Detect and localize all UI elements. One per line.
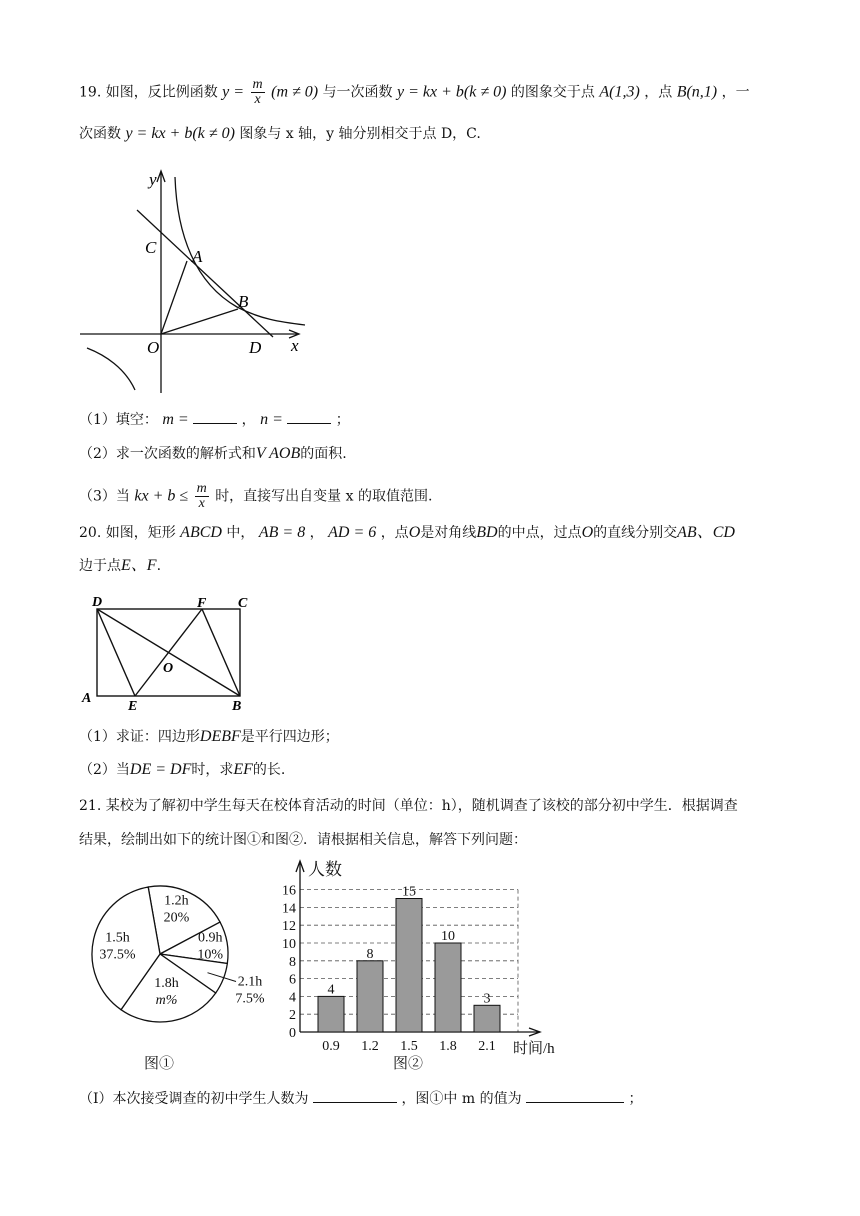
bar-caption: 图② <box>393 1054 424 1072</box>
q20-part1: （1）求证：四边形DEBF是平行四边形； <box>79 728 339 745</box>
pie-value-label: 37.5% <box>99 947 136 963</box>
pie-label: 1.5h <box>105 930 130 946</box>
x-tick-label: 1.8 <box>439 1039 457 1054</box>
q19-label-d: D <box>249 338 262 357</box>
y-tick-label: 10 <box>282 937 296 952</box>
q20-line2: 边于点E、F. <box>79 557 162 574</box>
bar-chart <box>270 855 580 1055</box>
q19-part2: （2）求一次函数的解析式和V AOB的面积. <box>79 445 347 462</box>
q19-func-lhs: y = <box>222 83 245 101</box>
q19-coordinate-figure <box>75 165 315 397</box>
x-tick-label: 1.5 <box>400 1039 418 1054</box>
pie-label: 1.2h <box>164 893 189 909</box>
q19-blank-m[interactable] <box>193 411 237 424</box>
bar-1-5 <box>396 899 422 1033</box>
q19-triangle: V AOB <box>255 445 301 462</box>
pie-value-label: m% <box>155 992 178 1008</box>
bar-value-label: 8 <box>366 946 374 962</box>
q19-point-a: A(1,3) <box>599 83 640 101</box>
y-axis-title: 人数 <box>308 860 342 879</box>
bar-2-1 <box>474 1005 500 1032</box>
bar-1-8 <box>435 943 461 1032</box>
x-tick-label: 0.9 <box>322 1039 340 1054</box>
x-tick-label: 2.1 <box>478 1039 496 1054</box>
pie-value-label: 20% <box>163 910 190 926</box>
q20-label-d: D <box>92 595 103 610</box>
q21-line1: 21. 某校为了解初中学生每天在校体育活动的时间（单位：h），随机调查了该校的部分初中学生．根据调查 <box>79 798 738 814</box>
q19-label-o: O <box>147 338 160 357</box>
q20-label-a: A <box>82 691 92 706</box>
q19-label-c: C <box>145 238 157 257</box>
bar-value-label: 3 <box>483 991 491 1007</box>
pie-label: 0.9h <box>197 930 223 946</box>
q19-part3: （3）当 kx + b ≤ $\frac{m}{x}$ 时，直接写出自变量 x 的取值范围. <box>79 481 433 511</box>
x-tick-label: 1.2 <box>361 1039 379 1054</box>
pie-caption: 图① <box>144 1054 175 1072</box>
q19-label-b: B <box>238 292 249 311</box>
q21-line2: 结果，绘制出如下的统计图①和图②．请根据相关信息，解答下列问题： <box>79 832 527 848</box>
y-tick-label: 4 <box>289 990 296 1006</box>
q20-part2: （2）当DE = DF时，求EF的长. <box>79 761 286 778</box>
q20-label-e: E <box>128 699 138 712</box>
q19-line1: 19. 如图，反比例函数 y = $\frac{m}{x}$ (m ≠ 0) 与一次函数 y = kx + b(k ≠ 0) 的图象交于点 A(1,3) ，点 B(n,1) ，一 <box>79 77 750 107</box>
y-tick-label: 6 <box>289 972 296 988</box>
x-axis-title: 时间/h <box>513 1041 555 1055</box>
q19-line2: 次函数 y = kx + b(k ≠ 0) 图象与 x 轴，y 轴分别相交于点 D，C. <box>79 125 481 142</box>
bar-0-9 <box>318 996 344 1032</box>
y-tick-label: 0 <box>289 1026 296 1041</box>
pie-label: 1.8h <box>154 975 179 991</box>
y-tick-label: 12 <box>282 919 296 935</box>
q21-blank-m[interactable] <box>526 1090 624 1103</box>
pie-value-label: 10% <box>197 947 224 963</box>
bar-1-2 <box>357 961 383 1032</box>
y-tick-label: 8 <box>289 954 296 970</box>
bar-value-label: 10 <box>441 929 455 944</box>
q19-label-y: y <box>149 170 157 189</box>
q20-rectangle-figure <box>78 592 253 712</box>
q20-label-f: F <box>197 596 207 611</box>
q19-condition: (m ≠ 0) <box>271 83 319 101</box>
q19-intro: 19. 如图，反比例函数 <box>79 84 218 101</box>
q20-label-c: C <box>238 596 248 611</box>
bar-value-label: 4 <box>327 982 335 998</box>
q19-part1: （1）填空： m = ， n = ； <box>79 411 350 428</box>
pie-label: 2.1h <box>237 974 263 990</box>
bar-value-label: 15 <box>402 884 416 900</box>
q21-part1: （Ⅰ）本次接受调查的初中学生人数为 ，图①中 m 的值为 ； <box>79 1091 643 1107</box>
q20-label-o: O <box>163 661 174 676</box>
q19-linear-func: y = kx + b(k ≠ 0) <box>397 83 507 101</box>
q19-point-b: B(n,1) <box>676 83 718 101</box>
y-tick-label: 2 <box>289 1008 296 1024</box>
pie-value-label: 7.5% <box>235 991 265 1007</box>
q19-label-a: A <box>192 247 203 266</box>
q19-fraction: $\frac{m}{x}$ <box>252 77 263 107</box>
y-tick-label: 16 <box>282 883 296 899</box>
q19-label-x: x <box>291 336 299 355</box>
q20-line1: 20. 如图，矩形 ABCD 中， AB = 8 ， AD = 6 ，点O是对角线BD的中点，过点O的直线分别交AB、CD <box>79 524 735 541</box>
q21-blank-count[interactable] <box>313 1090 397 1103</box>
q20-label-b: B <box>232 699 242 712</box>
q19-blank-n[interactable] <box>287 411 331 424</box>
y-tick-label: 14 <box>282 901 296 917</box>
pie-chart <box>88 868 268 1078</box>
